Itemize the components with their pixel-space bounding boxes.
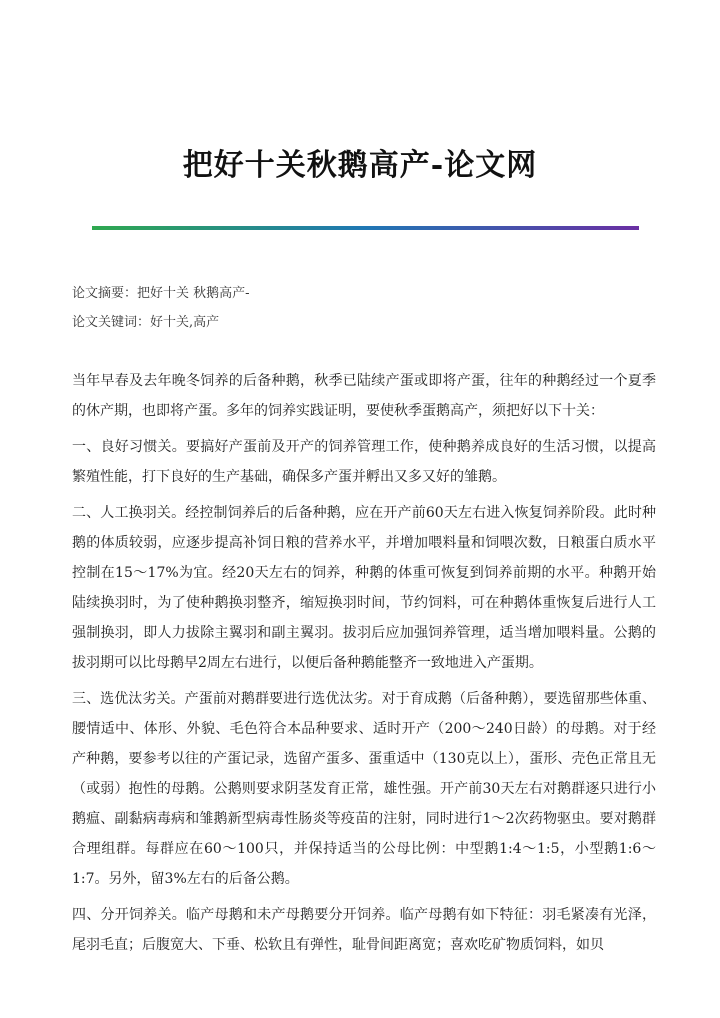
paragraph-section-4: 四、分开饲养关。临产母鹅和未产母鹅要分开饲养。临产母鹅有如下特征：羽毛紧凑有光泽，尾羽毛直；后腹宽大、下垂、松软且有弹性，耻骨间距离宽；喜欢吃矿物质饲料，如贝 (72, 907, 656, 953)
paragraph-section-3: 三、选优汰劣关。产蛋前对鹅群要进行选优汰劣。对于育成鹅（后备种鹅），要选留那些体重、腰情适中、体形、外貌、毛色符合本品种要求、适时开产（200～240日龄）的母鹅。对于经产种鹅，要参考以往的产蛋记录，选留产蛋多、蛋重适中（130克以上），蛋形、壳色正常且无（或弱）抱性的母鹅。公鹅则要求阴茎发育正常，雄性强。开产前30天左右对鹅群逐只进行小鹅瘟、副黏病毒病和雏鹅新型病毒性肠炎等疫苗的注射，同时进行1～2次药物驱虫。要对鹅群合理组群。每群应在60～100只，并保持适当的公母比例：中型鹅1:4～1:5，小型鹅1:6～1:7。另外，留3%左右的后备公鹅。 (72, 691, 656, 887)
abstract-line: 论文摘要：把好十关 秋鹅高产- (72, 286, 250, 301)
article-body (72, 366, 656, 966)
keywords-line: 论文关键词：好十关,高产 (72, 315, 220, 330)
title-divider (92, 226, 639, 230)
paragraph-section-2: 二、人工换羽关。经控制饲养后的后备种鹅，应在开产前60天左右进入恢复饲养阶段。此时种鹅的体质较弱，应逐步提高补饲日粮的营养水平，并增加喂料量和饲喂次数，日粮蛋白质水平控制在15～17%为宜。经20天左右的饲养，种鹅的体重可恢复到饲养前期的水平。种鹅开始陆续换羽时，为了使种鹅换羽整齐，缩短换羽时间，节约饲料，可在种鹅体重恢复后进行人工强制换羽，即人力拔除主翼羽和副主翼羽。拔羽后应加强饲养管理，适当增加喂料量。公鹅的拔羽期可以比母鹅早2周左右进行，以便后备种鹅能整齐一致地进入产蛋期。 (72, 505, 656, 671)
paragraph-intro: 当年早春及去年晚冬饲养的后备种鹅，秋季已陆续产蛋或即将产蛋，往年的种鹅经过一个夏季的休产期，也即将产蛋。多年的饲养实践证明，要使秋季蛋鹅高产，须把好以下十关： (72, 373, 656, 419)
paragraph-section-1: 一、良好习惯关。要搞好产蛋前及开产的饲养管理工作，使种鹅养成良好的生活习惯，以提高繁殖性能，打下良好的生产基础，确保多产蛋并孵出又多又好的雏鹅。 (72, 439, 656, 485)
page-title: 把好十关秋鹅高产-论文网 (182, 148, 538, 183)
